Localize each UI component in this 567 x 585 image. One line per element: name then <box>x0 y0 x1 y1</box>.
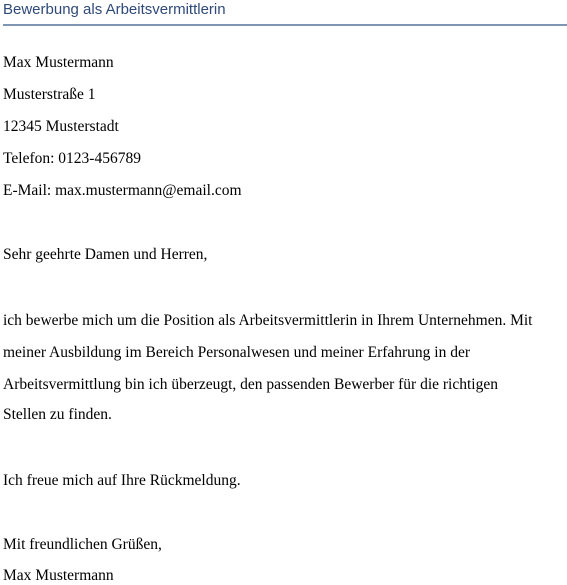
sender-name: Max Mustermann <box>3 54 114 71</box>
paragraph-line-1: ich bewerbe mich um die Position als Arbeitsvermittlerin in Ihrem Unternehmen. Mit <box>3 312 533 329</box>
document-header <box>3 0 567 26</box>
sender-city: 12345 Musterstadt <box>3 118 119 135</box>
paragraph-line-2: meiner Ausbildung im Bereich Personalwesen und meiner Erfahrung in der <box>3 344 471 361</box>
paragraph-line-4: Stellen zu finden. <box>3 406 112 423</box>
sender-phone: Telefon: 0123-456789 <box>3 150 141 167</box>
sender-email: E-Mail: max.mustermann@email.com <box>3 182 242 199</box>
salutation: Sehr geehrte Damen und Herren, <box>3 246 208 263</box>
closing: Mit freundlichen Grüßen, <box>3 536 162 553</box>
paragraph-2: Ich freue mich auf Ihre Rückmeldung. <box>3 472 241 489</box>
sender-street: Musterstraße 1 <box>3 86 96 103</box>
signature-name: Max Mustermann <box>3 567 114 584</box>
document-title: Bewerbung als Arbeitsvermittlerin <box>3 1 226 18</box>
paragraph-line-3: Arbeitsvermittlung bin ich überzeugt, den passenden Bewerber für die richtigen <box>3 376 498 393</box>
